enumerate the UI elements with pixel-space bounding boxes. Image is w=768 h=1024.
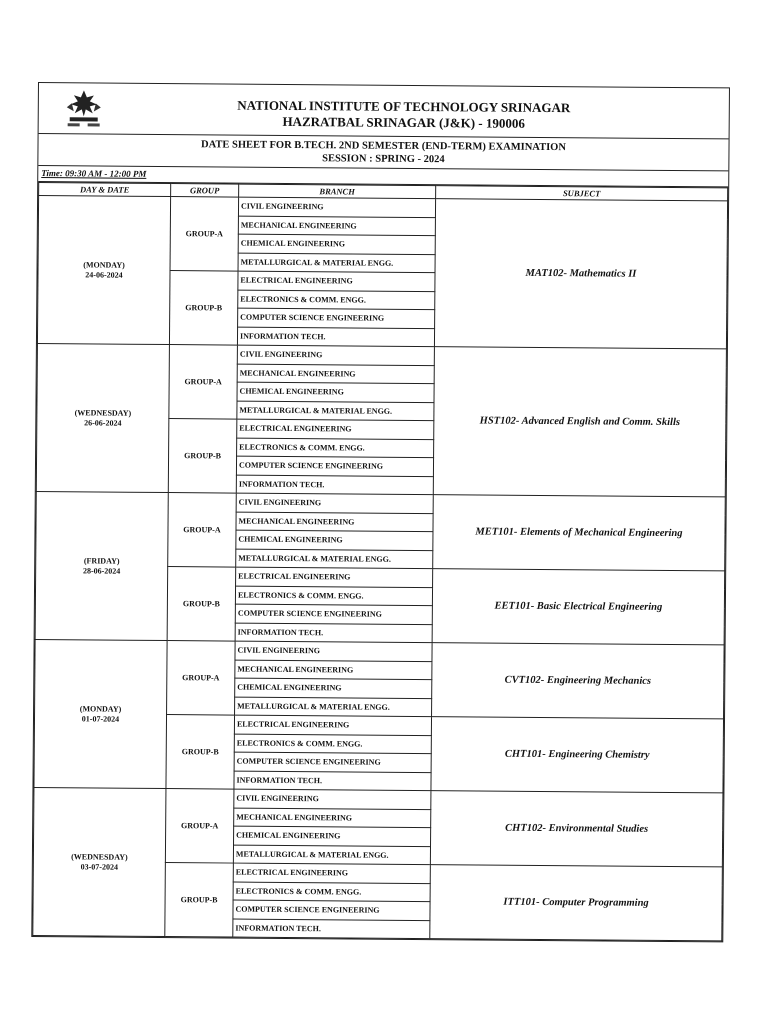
exam-date: 24-06-2024 [85, 269, 123, 280]
branch-cell: ELECTRICAL ENGINEERING [238, 271, 435, 291]
exam-date: 03-07-2024 [80, 861, 119, 872]
subject-cell: CHT102- Environmental Studies [430, 791, 723, 867]
branch-cell: COMPUTER SCIENCE ENGINEERING [235, 604, 432, 624]
branch-cell: CHEMICAL ENGINEERING [235, 678, 432, 698]
branch-cell: MECHANICAL ENGINEERING [237, 364, 434, 384]
institute-name: NATIONAL INSTITUTE OF TECHNOLOGY SRINAGAR [237, 97, 571, 116]
schedule-body [33, 196, 728, 941]
branch-cell: ELECTRICAL ENGINEERING [234, 715, 431, 735]
branch-cell: CIVIL ENGINEERING [234, 789, 431, 809]
branch-cell: CHEMICAL ENGINEERING [237, 382, 434, 402]
branch-cell: MECHANICAL ENGINEERING [238, 216, 435, 236]
group-a-cell: GROUP-A [170, 197, 239, 272]
branch-cell: MECHANICAL ENGINEERING [235, 660, 432, 680]
group-b-cell: GROUP-B [168, 419, 237, 494]
branch-cell: INFORMATION TECH. [235, 623, 432, 643]
group-a-cell: GROUP-A [167, 641, 236, 716]
group-b-cell: GROUP-B [169, 271, 238, 346]
exam-time: Time: 09:30 AM - 12:00 PM [38, 166, 728, 187]
group-b-cell: GROUP-B [166, 715, 235, 790]
col-group: GROUP [171, 184, 239, 198]
branch-cell: ELECTRONICS & COMM. ENGG. [233, 882, 430, 902]
subject-cell: CHT101- Engineering Chemistry [431, 717, 724, 793]
subject-cell: ITT101- Computer Programming [430, 865, 723, 941]
date-sheet [31, 82, 730, 942]
col-subject: SUBJECT [436, 186, 728, 201]
exam-title: DATE SHEET FOR B.TECH. 2ND SEMESTER (END-TERM) EXAMINATION [201, 139, 566, 154]
exam-date: 28-06-2024 [82, 565, 121, 576]
exam-date: 26-06-2024 [84, 417, 122, 428]
branch-cell: ELECTRICAL ENGINEERING [233, 863, 430, 883]
branch-cell: ELECTRICAL ENGINEERING [236, 567, 433, 587]
subject-cell: EET101- Basic Electrical Engineering [432, 569, 725, 645]
exam-session: SESSION : SPRING - 2024 [322, 153, 445, 166]
subject-cell: CVT102- Engineering Mechanics [432, 643, 725, 719]
branch-cell: INFORMATION TECH. [233, 919, 430, 939]
day-name: (MONDAY) [83, 259, 125, 270]
day-date-cell [35, 491, 168, 640]
branch-cell: COMPUTER SCIENCE ENGINEERING [238, 308, 435, 328]
branch-cell: METALLURGICAL & MATERIAL ENGG. [236, 549, 433, 569]
day-date-cell [33, 787, 166, 936]
branch-cell: CHEMICAL ENGINEERING [234, 826, 431, 846]
branch-cell: METALLURGICAL & MATERIAL ENGG. [235, 697, 432, 717]
branch-cell: MECHANICAL ENGINEERING [234, 808, 431, 828]
subject-cell: MET101- Elements of Mechanical Engineering [433, 495, 726, 571]
branch-cell: INFORMATION TECH. [236, 475, 433, 495]
branch-cell: INFORMATION TECH. [234, 771, 431, 791]
branch-cell: COMPUTER SCIENCE ENGINEERING [234, 752, 431, 772]
exam-title-block [38, 134, 728, 171]
header [39, 83, 729, 139]
day-name: (MONDAY) [79, 703, 122, 714]
col-day: DAY & DATE [39, 183, 171, 197]
branch-cell: COMPUTER SCIENCE ENGINEERING [236, 456, 433, 476]
branch-cell: CHEMICAL ENGINEERING [238, 234, 435, 254]
branch-cell: METALLURGICAL & MATERIAL ENGG. [237, 401, 434, 421]
branch-cell: ELECTRONICS & COMM. ENGG. [235, 586, 432, 606]
branch-cell: ELECTRONICS & COMM. ENGG. [237, 438, 434, 458]
branch-cell: CIVIL ENGINEERING [236, 493, 433, 513]
day-date-cell [34, 639, 167, 788]
day-name: (WEDNESDAY) [71, 851, 128, 862]
group-b-cell: GROUP-B [165, 863, 234, 938]
subject-cell: MAT102- Mathematics II [434, 199, 727, 349]
branch-cell: CIVIL ENGINEERING [238, 197, 435, 217]
branch-cell: CIVIL ENGINEERING [237, 345, 434, 365]
group-a-cell: GROUP-A [165, 789, 234, 864]
day-name: (FRIDAY) [83, 555, 120, 566]
exam-date: 01-07-2024 [81, 713, 120, 724]
branch-cell: CHEMICAL ENGINEERING [236, 530, 433, 550]
day-date-cell [37, 196, 170, 345]
day-date-cell [36, 344, 169, 493]
branch-cell: ELECTRONICS & COMM. ENGG. [238, 290, 435, 310]
branch-cell: ELECTRONICS & COMM. ENGG. [234, 734, 431, 754]
day-name: (WEDNESDAY) [74, 407, 132, 418]
branch-cell: ELECTRICAL ENGINEERING [237, 419, 434, 439]
schedule-table [32, 182, 728, 941]
group-a-cell: GROUP-A [169, 345, 238, 420]
group-b-cell: GROUP-B [167, 567, 236, 642]
subject-cell: HST102- Advanced English and Comm. Skills [433, 347, 726, 497]
branch-cell: CIVIL ENGINEERING [235, 641, 432, 661]
institute-address: HAZRATBAL SRINAGAR (J&K) - 190006 [282, 113, 525, 131]
branch-cell: COMPUTER SCIENCE ENGINEERING [233, 900, 430, 920]
branch-cell: METALLURGICAL & MATERIAL ENGG. [233, 845, 430, 865]
branch-cell: INFORMATION TECH. [237, 327, 434, 347]
group-a-cell: GROUP-A [168, 493, 237, 568]
col-branch: BRANCH [239, 184, 436, 199]
branch-cell: MECHANICAL ENGINEERING [236, 512, 433, 532]
branch-cell: METALLURGICAL & MATERIAL ENGG. [238, 253, 435, 273]
